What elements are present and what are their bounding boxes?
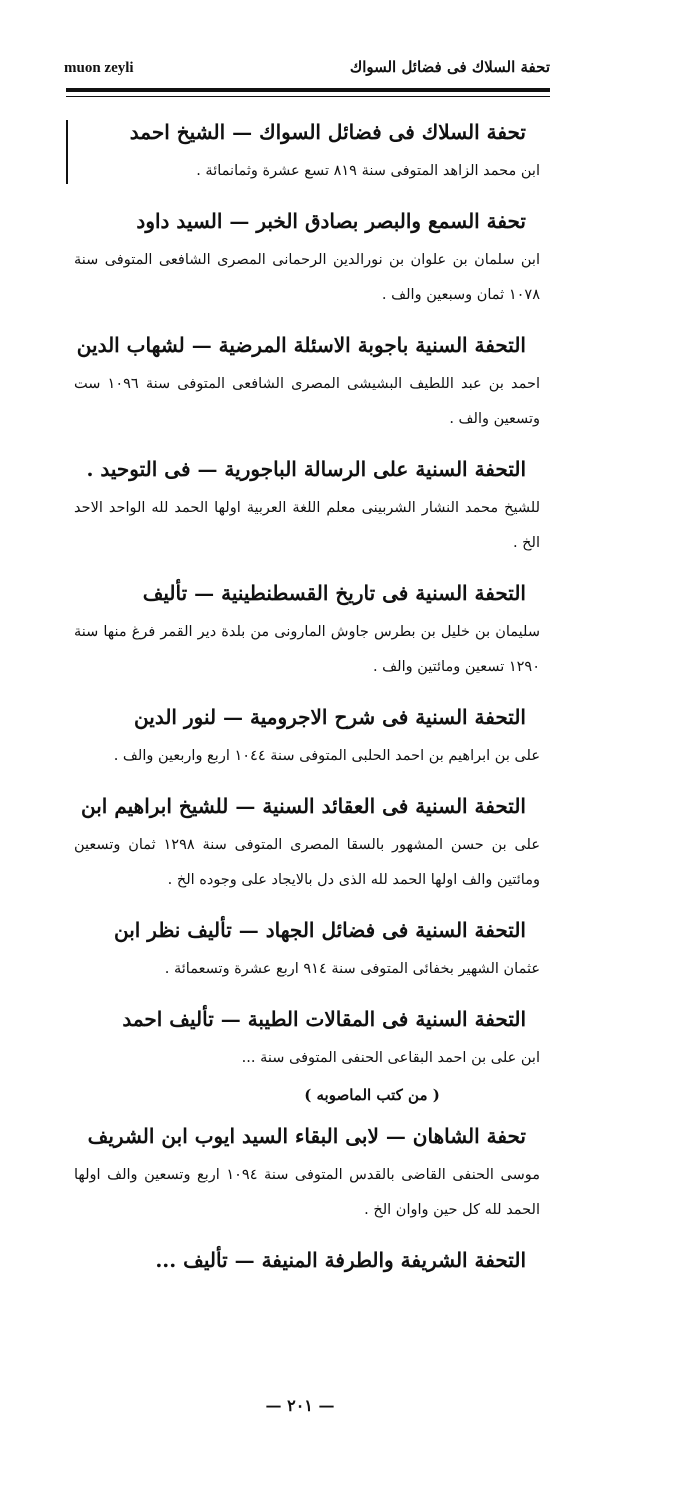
entry-title: التحفة الشريفة والطرفة المنيفة — تأليف ... [155, 1248, 526, 1272]
page-number: — ٢٠١ — [265, 1396, 335, 1415]
entry-description: موسى الحنفى القاضى بالقدس المتوفى سنة ١٠٩٤ اربع وتسعين والف اولها الحمد لله كل حين واوان الخ . [74, 1167, 540, 1218]
header-rule-thick [66, 88, 550, 92]
series-note: ( من كتب الماصوبه ) [304, 1086, 440, 1104]
entries-list [74, 110, 540, 1292]
entry-description: على بن حسن المشهور بالسقا المصرى المتوفى سنة ١٢٩٨ ثمان وتسعين ومائتين والف اولها الحمد لله الذى دل بالايجاد على وجوده الخ . [74, 837, 540, 888]
entry-description: للشيخ محمد النشار الشربينى معلم اللغة العربية اولها الحمد لله الواحد الاحد الخ . [74, 500, 540, 551]
entry-description: ابن سلمان بن علوان بن نورالدين الرحمانى المصرى الشافعى المتوفى سنة ١٠٧٨ ثمان وسبعين والف . [74, 252, 540, 303]
entry-description: سليمان بن خليل بن بطرس جاوش المارونى من بلدة دير القمر فرغ منها سنة ١٢٩٠ تسعين ومائتين والف . [74, 624, 540, 675]
entry [74, 784, 540, 898]
entry [74, 110, 540, 189]
entry [74, 199, 540, 313]
running-header [56, 58, 550, 84]
entry [74, 323, 540, 437]
header-left-text: muon zeyli [64, 60, 134, 76]
entry-title: تحفة السلاك فى فضائل السواك — الشيخ احمد [129, 120, 526, 144]
entry-description: على بن ابراهيم بن احمد الحلبى المتوفى سنة ١٠٤٤ اربع واربعين والف . [113, 748, 540, 764]
entry-description: عثمان الشهير بخفائى المتوفى سنة ٩١٤ اربع عشرة وتسعمائة . [164, 961, 540, 977]
entry-title: التحفة السنية فى العقائد السنية — للشيخ ابراهيم ابن [81, 794, 526, 818]
entry [74, 571, 540, 685]
entry-title: التحفة السنية باجوبة الاسئلة المرضية — لشهاب الدين [76, 333, 526, 357]
entry-title: التحفة السنية فى تاريخ القسطنطينية — تأليف [142, 581, 526, 605]
entry-title: تحفة السمع والبصر بصادق الخبر — السيد داود [136, 209, 526, 233]
entry-title: تحفة الشاهان — لابى البقاء السيد ايوب ابن الشريف [87, 1124, 526, 1148]
entry [74, 1238, 540, 1282]
entry-title: التحفة السنية على الرسالة الباجورية — فى التوحيد . [86, 457, 526, 481]
entry [74, 997, 540, 1076]
margin-bar [66, 120, 68, 184]
entry-title: التحفة السنية فى فضائل الجهاد — تأليف نظر ابن [114, 918, 526, 942]
header-rule-thin [66, 96, 550, 97]
entry [74, 695, 540, 774]
entry-title: التحفة السنية فى شرح الاجرومية — لنور الدين [134, 705, 526, 729]
entry-title: التحفة السنية فى المقالات الطيبة — تأليف احمد [122, 1007, 526, 1031]
entry [74, 1114, 540, 1228]
entry [74, 908, 540, 987]
header-right-title: تحفة السلاك فى فضائل السواك [349, 58, 550, 76]
entry-description: ابن على بن احمد البقاعى الحنفى المتوفى سنة ... [241, 1050, 540, 1066]
entry-description: احمد بن عبد اللطيف البشيشى المصرى الشافعى المتوفى سنة ١٠٩٦ ست وتسعين والف . [74, 376, 541, 427]
entry-description: ابن محمد الزاهد المتوفى سنة ٨١٩ تسع عشرة وثمانمائة . [196, 163, 540, 179]
entry [74, 447, 540, 561]
